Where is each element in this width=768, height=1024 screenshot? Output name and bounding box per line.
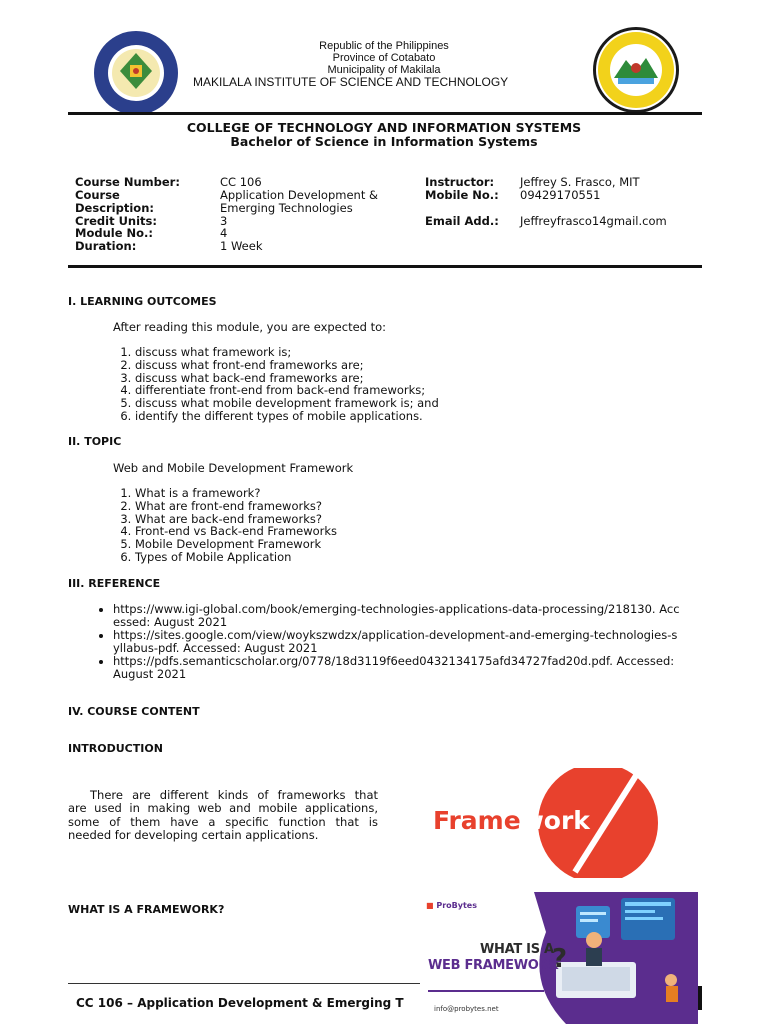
mobile-label: Mobile No.: (425, 188, 499, 202)
learning-outcomes-heading: I. LEARNING OUTCOMES (68, 295, 217, 308)
intro-line: are used in making web and mobile applications, (68, 801, 378, 816)
list-item: 3. What are back-end frameworks? (135, 513, 337, 526)
list-item: 2. What are front-end frameworks? (135, 500, 337, 513)
list-item: 6. Types of Mobile Application (135, 551, 337, 564)
probytes-email: info@probytes.net (434, 1005, 499, 1013)
credit-units-value: 3 (220, 214, 228, 228)
intro-line: some of them have a specific function that is (68, 814, 378, 829)
topic-heading: II. TOPIC (68, 435, 122, 448)
instructor-value: Jeffrey S. Frasco, MIT (520, 175, 640, 189)
reference-heading: III. REFERENCE (68, 577, 161, 590)
probytes-brand: ProBytes (436, 901, 477, 910)
topic-intro: Web and Mobile Development Framework (113, 461, 354, 475)
footer-edge-bar (698, 986, 702, 1010)
list-item: 1. discuss what framework is; (135, 346, 439, 359)
module-number-value: 4 (220, 226, 228, 240)
description-label: Description: (75, 201, 154, 215)
module-number-label: Module No.: (75, 226, 154, 240)
course-label: Course (75, 188, 120, 202)
email-label: Email Add.: (425, 214, 499, 228)
probytes-logo: ■ ProBytes (426, 901, 477, 910)
info-rule (68, 265, 702, 268)
intro-line: There are different kinds of frameworks that (90, 788, 378, 802)
course-number-label: Course Number: (75, 175, 180, 189)
intro-line: needed for developing certain applications. (68, 827, 319, 842)
introduction-paragraph (68, 789, 378, 842)
list-item: 5. discuss what mobile development framework is; and (135, 397, 439, 410)
email-value: Jeffreyfrasco14gmail.com (520, 214, 667, 228)
list-item: 6. identify the different types of mobile applications. (135, 410, 439, 423)
footer-text: CC 106 – Application Development & Emerging T (76, 996, 404, 1010)
course-description-line1: Application Development & (220, 188, 378, 202)
credit-units-label: Credit Units: (75, 214, 157, 228)
topic-list (113, 487, 337, 564)
title-underline (428, 990, 544, 992)
web-framework-title-2: WEB FRAMEWORK (428, 958, 558, 973)
header-rule (68, 112, 702, 115)
program-name: Bachelor of Science in Information Systems (230, 134, 538, 149)
college-name: COLLEGE OF TECHNOLOGY AND INFORMATION SYSTEMS (186, 120, 582, 135)
header-republic: Republic of the Philippines (319, 40, 449, 52)
framework-word-start: Frame (433, 806, 521, 835)
reference-list (91, 603, 683, 681)
learning-outcomes-list (113, 346, 439, 423)
mobile-value: 09429170551 (520, 188, 601, 202)
framework-image (425, 768, 665, 878)
list-item: 4. differentiate front-end from back-end frameworks; (135, 384, 439, 397)
footer-rule (68, 983, 420, 984)
framework-word-end: work (520, 806, 590, 835)
framework-word (433, 806, 590, 835)
duration-value: 1 Week (220, 239, 263, 253)
course-number-value: CC 106 (220, 175, 262, 189)
reference-link[interactable]: • https://www.igi-global.com/book/emerging-technologies-applications-data-processing/218130. Accessed: August 2021 (113, 603, 683, 629)
what-is-framework-heading: WHAT IS A FRAMEWORK? (68, 903, 225, 916)
duration-label: Duration: (75, 239, 137, 253)
reference-link[interactable]: • https://pdfs.semanticscholar.org/0778/18d3119f6eed0432134175afd34727fad20d.pdf. Accessed: August 2021 (113, 655, 683, 681)
question-mark-icon: ? (552, 944, 568, 974)
list-item: 4. Front-end vs Back-end Frameworks (135, 525, 337, 538)
course-content-heading: IV. COURSE CONTENT (68, 705, 200, 718)
reference-link[interactable]: • https://sites.google.com/view/woykszwdzx/application-development-and-emerging-technologies-syllabus-pdf. Accessed: August 2021 (113, 629, 683, 655)
course-description-line2: Emerging Technologies (220, 201, 353, 215)
list-item: 5. Mobile Development Framework (135, 538, 337, 551)
list-item: 3. discuss what back-end frameworks are; (135, 372, 439, 385)
list-item: 2. discuss what front-end frameworks are; (135, 359, 439, 372)
web-framework-image (416, 892, 698, 1024)
header-institute: MAKILALA INSTITUTE OF SCIENCE AND TECHNOLOGY (193, 75, 509, 89)
learning-outcomes-intro: After reading this module, you are expected to: (113, 320, 387, 334)
list-item: 1. What is a framework? (135, 487, 337, 500)
header-province: Province of Cotabato (332, 52, 436, 64)
web-framework-title-1: WHAT IS A (480, 942, 554, 957)
instructor-label: Instructor: (425, 175, 495, 189)
header-municipality: Municipality of Makilala (327, 64, 441, 76)
introduction-heading: INTRODUCTION (68, 742, 163, 755)
